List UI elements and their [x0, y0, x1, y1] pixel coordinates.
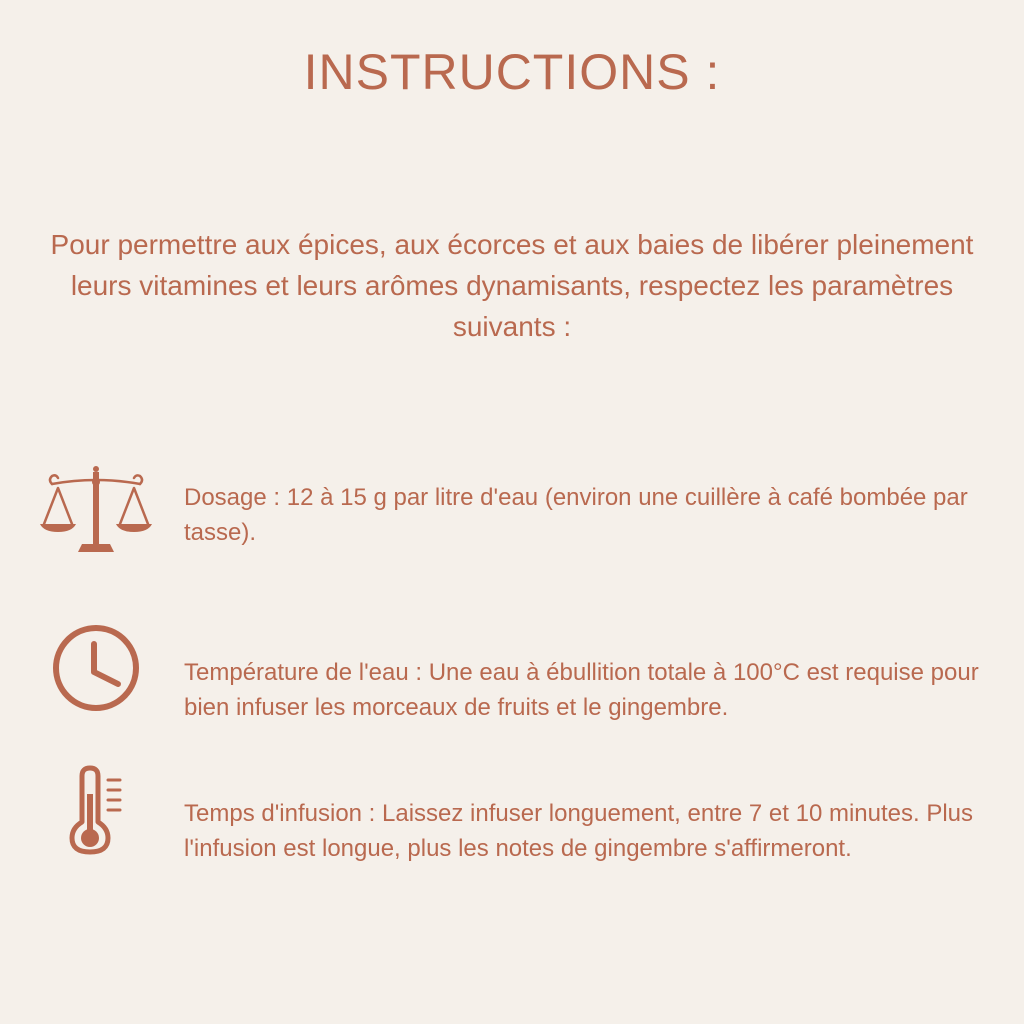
intro-paragraph: Pour permettre aux épices, aux écorces et aux baies de libérer pleinement leurs vitamines et leurs arômes dynamisants, respectez les paramètres suivants :	[50, 229, 974, 342]
thermometer-icon	[68, 764, 128, 856]
page-title: INSTRUCTIONS :	[303, 44, 721, 100]
scale-icon	[38, 462, 154, 558]
infusion-time-text: Temps d'infusion : Laissez infuser longuement, entre 7 et 10 minutes. Plus l'infusion est longue, plus les notes de gingembre s'affirmeront.	[184, 800, 974, 862]
dosage-text: Dosage : 12 à 15 g par litre d'eau (environ une cuillère à café bombée par tasse).	[184, 484, 968, 546]
clock-icon	[50, 622, 142, 714]
temperature-text: Température de l'eau : Une eau à ébullition totale à 100°C est requise pour bien infuser les morceaux de fruits et le gingembre.	[184, 659, 979, 721]
